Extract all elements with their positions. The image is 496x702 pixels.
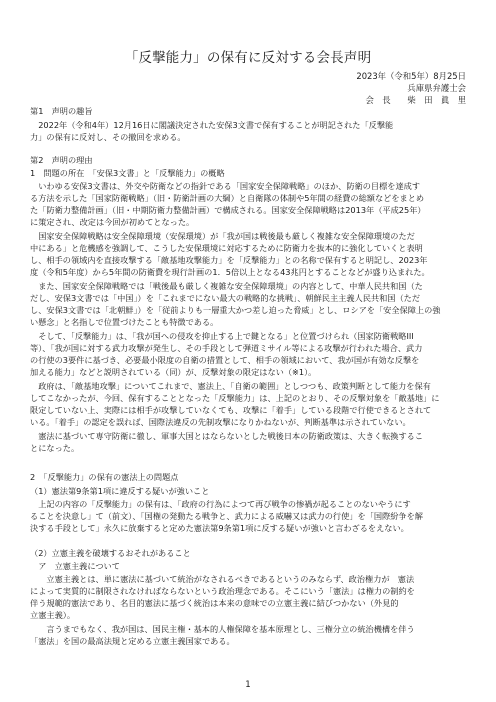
section-heading: 第1 声明の趣旨	[30, 106, 93, 116]
body-line: とになった。	[30, 443, 80, 453]
body-line: 加える能力」などと説明されている（同）が、反撃対象の限定はない（※1）。	[30, 367, 317, 377]
body-line: 中にある」と危機感を強調して、こうした安保環境に対応するために防衛力を抜本的に強化していくと表明	[30, 243, 423, 253]
body-line: 2022年（令和4年）12月16日に閣議決定された安保3文書で保有することが明記された「反撃能	[30, 120, 394, 130]
subsection-heading: 1 問題の所在 「安保3文書」と「反撃能力」の概略	[30, 168, 225, 178]
body-line: い懸念」と名指しで位置づけたことも特徴である。	[30, 317, 219, 327]
body-line: によって実質的に制限されなければならないという政治理念である。そこにいう「憲法」は権力の制約を	[30, 586, 415, 596]
body-line: の行使の3要件に基づき、必要最小限度の自衛の措置として、相手の領域において、我が国が有効な反撃を	[30, 355, 420, 365]
body-line: 限定していない上、実際には相手が攻撃していなくても、攻撃に「着手」している段階で行使できるとされて	[30, 405, 432, 415]
body-line: 政府は、「敵基地攻撃」についてこれまで、憲法上、「自衛の範囲」としつつも、政策判断として能力を保有	[30, 381, 431, 391]
body-line: 度（令和5年度）から5年間の防衛費を現行計画の1．5倍以上となる43兆円とすることなどが盛り込まれた。	[30, 267, 430, 277]
body-line: 上記の内容の「反撃能力」の保有は、「政府の行為によつて再び戦争の惨禍が起ることのないやうにす	[30, 499, 411, 509]
body-line: また、国家安全保障戦略では「戦後最も厳しく複雑な安全保障環境」の内容として、中華人民共和国（た	[30, 281, 423, 291]
body-line: いる。「着手」の認定を誤れば、国際法違反の先制攻撃になりかねないが、判断基準は示されていない。	[30, 417, 411, 427]
body-line: し、安保3文書では「北朝鮮」）を「従前よりも一層重大かつ差し迫った脅威」とし、ロシアを「安全保障上の強	[30, 305, 441, 315]
section-heading: 第2 声明の理由	[30, 155, 93, 165]
body-line: 決する手段として」永久に放棄すると定めた憲法第9条第1項に反する疑いが強いと言わざるをえない。	[30, 523, 409, 533]
subsection-heading: （1）憲法第9条第1項に違反する疑いが強いこと	[30, 486, 210, 496]
body-line: ることを決意し」て（前文）、「国権の発動たる戦争と、武力による威嚇又は武力の行使」を「国際紛争を解	[30, 511, 423, 521]
body-line: 立憲主義）。	[30, 610, 76, 620]
body-line: 立憲主義とは、単に憲法に基づいて統治がなされるべきであるというのみならず、政治権力が 憲法	[30, 574, 415, 584]
signer-name: 会 長 柴 田 眞 里	[365, 95, 466, 105]
subsection-heading: （2）立憲主義を破壊するおそれがあること	[30, 548, 191, 558]
body-line: 国家安全保障戦略は安全保障環境（安保環境）が「我が国は戦後最も厳しく複雑な安全保障環境のただ	[30, 231, 415, 241]
body-line: し、相手の領域内を直接攻撃する「敵基地攻撃能力」を「反撃能力」との名称で保有すると明記し、2023年	[30, 255, 428, 265]
body-line: してこなかったが、今回、保有することとなった「反撃能力」は、上記のとおり、その反撃対象を「敵基地」に	[30, 393, 440, 403]
body-line: る方法を示した「国家防衛戦略」（旧・防衛計画の大綱）と自衛隊の体制や5年間の経費の総額などをまとめ	[30, 193, 425, 203]
body-line: 力」の保有に反対し、その撤回を求める。	[30, 132, 186, 142]
statement-date: 2023年（令和5年）8月25日	[356, 71, 466, 81]
subsection-heading: ア 立憲主義について	[30, 561, 120, 571]
body-line: 伴う規範的憲法であり、名目的憲法に基づく統治は本来の意味での立憲主義に結びつかない（外見的	[30, 598, 399, 608]
document-title: 「反撃能力」の保有に反対する会長声明	[124, 50, 372, 66]
body-line: 等）、「我が国に対する武力攻撃が発生し、その手段として弾道ミサイル等による攻撃が行われた場合、武力	[30, 343, 423, 353]
subsection-heading: 2 「反撃能力」の保有の憲法上の問題点	[30, 472, 179, 482]
body-line: 言うまでもなく、我が国は、国民主権・基本的人権保障を基本原理とし、三権分立の統治機構を伴う	[30, 624, 415, 634]
body-line: た「防衛力整備計画」（旧・中期防衛力整備計画）で構成される。国家安全保障戦略は2013年（平成25年）	[30, 205, 426, 215]
body-line: そして、「反撃能力」は、「我が国への侵攻を抑止する上で鍵となる」と位置づけられ（国家防衛戦略III	[30, 331, 414, 341]
organization-name: 兵庫県弁護士会	[407, 83, 466, 93]
body-line: だし、安保3文書では「中国」）を「これまでにない最大の戦略的な挑戦」、朝鮮民主主義人民共和国（ただ	[30, 293, 421, 303]
body-line: に策定され、改定は今回が初めてとなった。	[30, 217, 195, 227]
body-line: 「憲法」を国の最高法規と定める立憲主義国家である。	[30, 636, 235, 646]
page-number: 1	[245, 680, 251, 690]
body-line: 憲法に基づいて専守防衛に徹し、軍事大国とはならないとした戦後日本の防衛政策は、大きく転換するこ	[30, 431, 424, 441]
body-line: いわゆる安保3文書は、外交や防衛などの指針である「国家安全保障戦略」のほか、防衛の目標を達成す	[30, 181, 421, 191]
